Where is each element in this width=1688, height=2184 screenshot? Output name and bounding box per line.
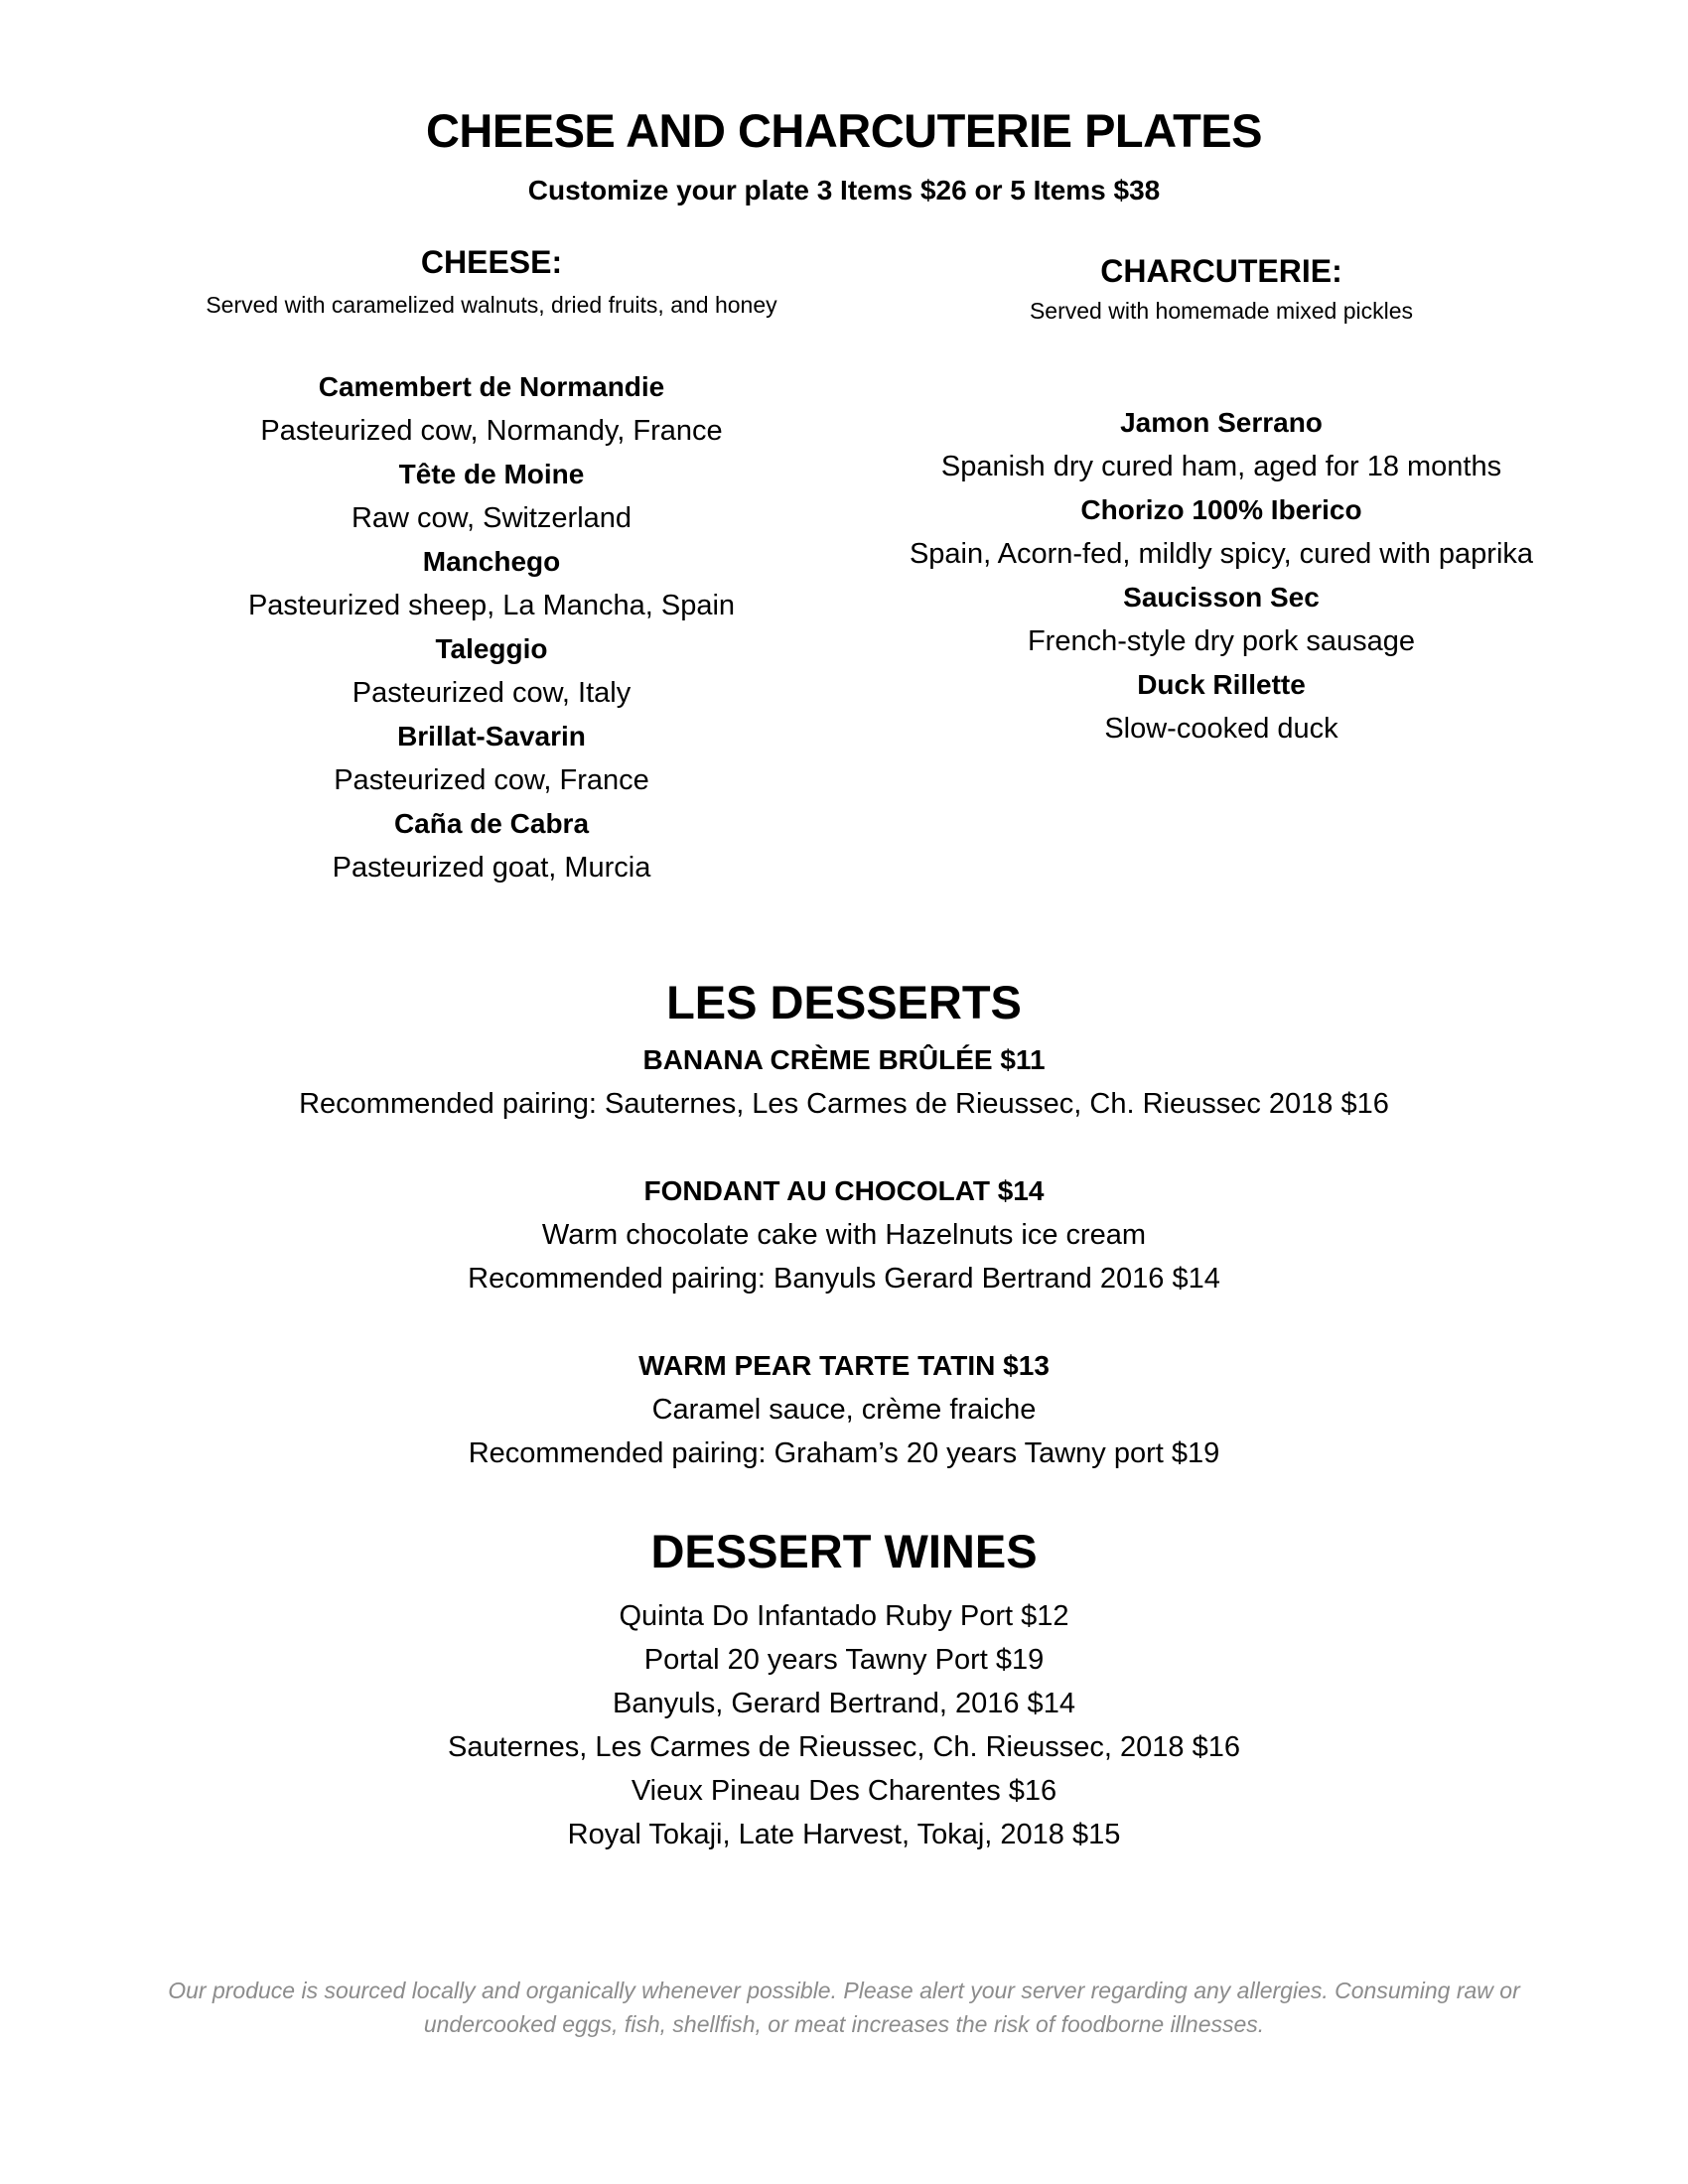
cheese-item-desc: Pasteurized cow, Italy	[352, 677, 632, 709]
plate-pricing: Customize your plate 3 Items $26 or 5 Items $38	[527, 175, 1161, 205]
dessert-pairing: Recommended pairing: Sauternes, Les Carmes de Rieussec, Ch. Rieussec 2018 $16	[299, 1088, 1389, 1120]
cheese-heading: CHEESE:	[420, 244, 563, 280]
cheese-item-name: Brillat-Savarin	[397, 721, 586, 751]
charcuterie-item-desc: Spain, Acorn-fed, mildly spicy, cured with paprika	[909, 538, 1534, 570]
page-title: CHEESE AND CHARCUTERIE PLATES	[425, 104, 1262, 157]
cheese-note: Served with caramelized walnuts, dried fruits, and honey	[206, 292, 777, 318]
disclaimer-line: undercooked eggs, fish, shellfish, or meat increases the risk of foodborne illnesses.	[423, 2011, 1265, 2037]
dessert-name: BANANA CRÈME BRÛLÉE $11	[642, 1044, 1046, 1075]
dessert-item	[0, 1344, 1688, 1475]
cheese-item-name: Taleggio	[435, 633, 548, 664]
charcuterie-heading: CHARCUTERIE:	[1100, 253, 1342, 289]
dessert-item	[0, 1169, 1688, 1300]
cheese-item-name: Tête de Moine	[398, 459, 585, 489]
charcuterie-item-name: Saucisson Sec	[1123, 582, 1320, 613]
cheese-item-name: Manchego	[422, 546, 561, 577]
cheese-item-name: Camembert de Normandie	[318, 371, 665, 402]
wine-item: Portal 20 years Tawny Port $19	[643, 1644, 1045, 1676]
cheese-list	[149, 365, 834, 889]
dessert-description: Caramel sauce, crème fraiche	[651, 1394, 1037, 1426]
dessert-wines-list	[0, 1594, 1688, 1856]
cheese-item-desc: Pasteurized sheep, La Mancha, Spain	[247, 590, 736, 621]
wine-item: Vieux Pineau Des Charentes $16	[631, 1775, 1057, 1807]
desserts-title: LES DESSERTS	[666, 976, 1022, 1028]
dessert-name: FONDANT AU CHOCOLAT $14	[643, 1175, 1045, 1206]
charcuterie-item-name: Jamon Serrano	[1120, 407, 1323, 438]
charcuterie-item-name: Duck Rillette	[1137, 669, 1306, 700]
charcuterie-note: Served with homemade mixed pickles	[1029, 298, 1414, 324]
wine-item: Royal Tokaji, Late Harvest, Tokaj, 2018 $15	[567, 1819, 1121, 1850]
cheese-item-desc: Raw cow, Switzerland	[351, 502, 633, 534]
charcuterie-item-name: Chorizo 100% Iberico	[1080, 494, 1362, 525]
cheese-item-desc: Pasteurized cow, Normandy, France	[260, 415, 723, 447]
allergy-disclaimer	[89, 1974, 1599, 2041]
dessert-description: Warm chocolate cake with Hazelnuts ice cream	[541, 1219, 1147, 1251]
charcuterie-item-desc: French-style dry pork sausage	[1027, 625, 1416, 657]
charcuterie-item-desc: Spanish dry cured ham, aged for 18 months	[940, 451, 1502, 482]
charcuterie-item-desc: Slow-cooked duck	[1104, 713, 1338, 745]
cheese-item-desc: Pasteurized goat, Murcia	[332, 852, 651, 884]
dessert-item	[0, 1038, 1688, 1126]
wine-item: Sauternes, Les Carmes de Rieussec, Ch. Rieussec, 2018 $16	[448, 1731, 1240, 1763]
dessert-name: WARM PEAR TARTE TATIN $13	[638, 1350, 1050, 1381]
charcuterie-list	[874, 401, 1569, 751]
dessert-pairing: Recommended pairing: Banyuls Gerard Bertrand 2016 $14	[468, 1263, 1220, 1295]
cheese-item-name: Caña de Cabra	[393, 808, 590, 839]
wine-item: Banyuls, Gerard Bertrand, 2016 $14	[613, 1688, 1075, 1719]
dessert-pairing: Recommended pairing: Graham’s 20 years Tawny port $19	[468, 1437, 1220, 1469]
cheese-item-desc: Pasteurized cow, France	[334, 764, 649, 796]
wine-item: Quinta Do Infantado Ruby Port $12	[619, 1600, 1069, 1632]
dessert-wines-title: DESSERT WINES	[650, 1525, 1038, 1577]
disclaimer-line: Our produce is sourced locally and organically whenever possible. Please alert your server regarding any allergies. Consuming raw or	[168, 1978, 1520, 2003]
